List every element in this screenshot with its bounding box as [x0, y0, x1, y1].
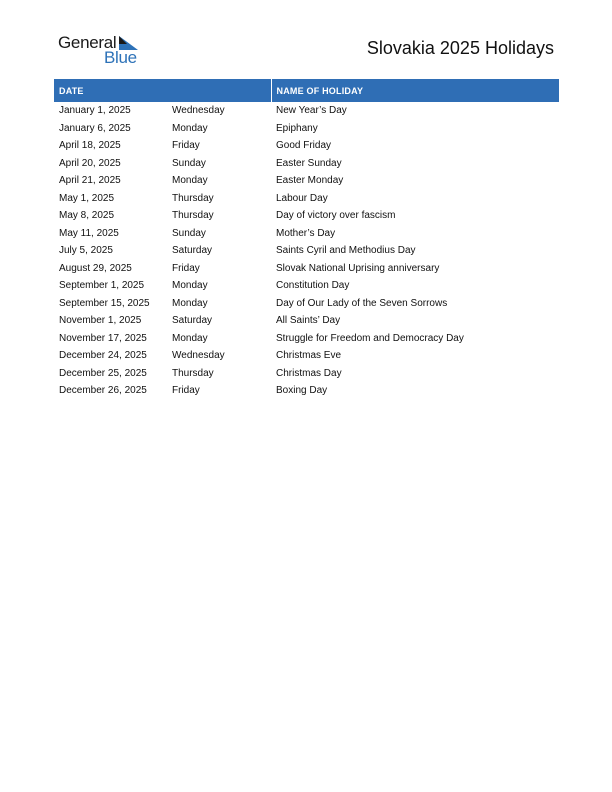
logo-word-blue: Blue [104, 48, 137, 67]
table-row [54, 137, 559, 155]
cell-weekday: Sunday [172, 157, 206, 169]
cell-date: August 29, 2025 [59, 262, 132, 274]
cell-weekday: Thursday [172, 210, 214, 222]
cell-holiday-name: New Year’s Day [276, 105, 347, 117]
cell-holiday-name: Christmas Eve [276, 350, 342, 362]
cell-holiday-name: Saints Cyril and Methodius Day [276, 245, 416, 257]
table-row [54, 172, 559, 190]
cell-date: December 24, 2025 [59, 350, 147, 362]
cell-weekday: Friday [172, 262, 200, 274]
cell-date: April 18, 2025 [59, 140, 121, 152]
table-header-row [54, 79, 559, 102]
cell-date: July 5, 2025 [59, 245, 113, 257]
cell-holiday-name: Boxing Day [276, 385, 328, 397]
table-row [54, 330, 559, 348]
table-row [54, 365, 559, 383]
cell-weekday: Monday [172, 280, 208, 292]
table-row [54, 155, 559, 173]
cell-weekday: Sunday [172, 227, 206, 239]
table-row [54, 207, 559, 225]
cell-holiday-name: Christmas Day [276, 367, 342, 379]
cell-holiday-name: Epiphany [276, 122, 318, 134]
cell-weekday: Friday [172, 385, 200, 397]
cell-weekday: Saturday [172, 245, 213, 257]
cell-holiday-name: Labour Day [276, 192, 328, 204]
table-row [54, 242, 559, 260]
cell-holiday-name: Easter Sunday [276, 157, 342, 169]
cell-holiday-name: Day of Our Lady of the Seven Sorrows [276, 297, 448, 309]
header-date: DATE [54, 79, 271, 102]
cell-date: January 1, 2025 [59, 105, 131, 117]
cell-weekday: Wednesday [172, 105, 225, 117]
cell-holiday-name: Struggle for Freedom and Democracy Day [276, 332, 464, 344]
table-row [54, 347, 559, 365]
cell-holiday-name: Easter Monday [276, 175, 344, 187]
cell-date: May 1, 2025 [59, 192, 115, 204]
table-row [54, 120, 559, 138]
cell-date: September 15, 2025 [59, 297, 150, 309]
cell-weekday: Thursday [172, 192, 214, 204]
holiday-table [54, 79, 559, 400]
cell-date: May 8, 2025 [59, 210, 115, 222]
cell-date: May 11, 2025 [59, 227, 119, 239]
cell-weekday: Monday [172, 122, 208, 134]
logo-word-general: General [58, 33, 117, 52]
cell-holiday-name: Mother’s Day [276, 227, 336, 239]
table-row [54, 382, 559, 400]
table-row [54, 277, 559, 295]
cell-date: April 21, 2025 [59, 175, 121, 187]
cell-holiday-name: Constitution Day [276, 280, 350, 292]
cell-date: September 1, 2025 [59, 280, 145, 292]
cell-date: January 6, 2025 [59, 122, 131, 134]
cell-date: December 26, 2025 [59, 385, 147, 397]
cell-holiday-name: Slovak National Uprising anniversary [276, 262, 440, 274]
cell-holiday-name: Day of victory over fascism [276, 210, 396, 222]
table-row [54, 260, 559, 278]
cell-date: April 20, 2025 [59, 157, 121, 169]
table-row [54, 190, 559, 208]
cell-weekday: Wednesday [172, 350, 225, 362]
header-name-of-holiday: NAME OF HOLIDAY [271, 79, 559, 102]
cell-weekday: Monday [172, 332, 208, 344]
cell-date: November 17, 2025 [59, 332, 147, 344]
cell-weekday: Monday [172, 175, 208, 187]
table-row [54, 102, 559, 120]
page-title: Slovakia 2025 Holidays [366, 38, 554, 58]
table-row [54, 312, 559, 330]
table-row [54, 295, 559, 313]
cell-date: November 1, 2025 [59, 315, 142, 327]
cell-weekday: Saturday [172, 315, 213, 327]
cell-weekday: Thursday [172, 367, 214, 379]
generalblue-logo [58, 33, 148, 69]
cell-date: December 25, 2025 [59, 367, 147, 379]
cell-weekday: Friday [172, 140, 200, 152]
cell-holiday-name: Good Friday [276, 140, 332, 152]
cell-weekday: Monday [172, 297, 208, 309]
cell-holiday-name: All Saints’ Day [276, 315, 341, 327]
table-row [54, 225, 559, 243]
